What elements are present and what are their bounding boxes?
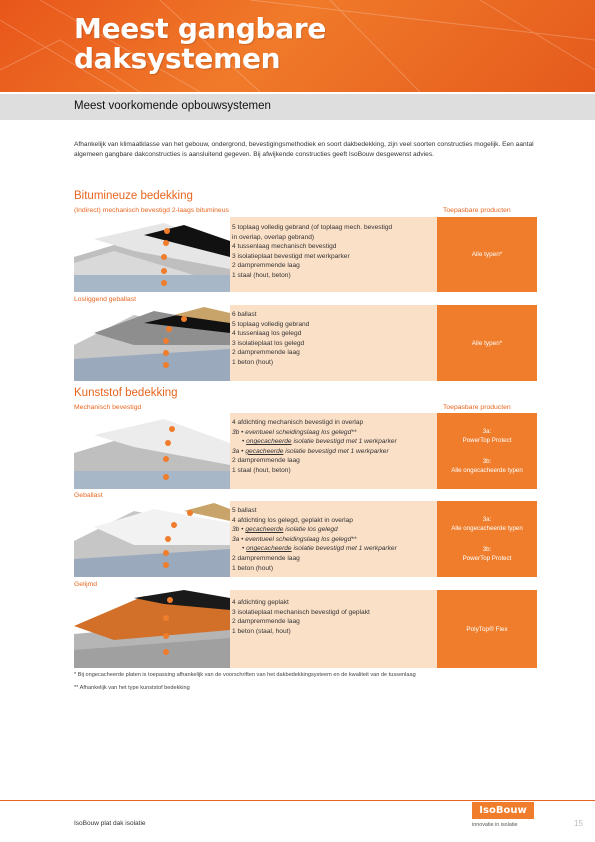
layer-item: 2 dampremmende laag <box>232 457 300 465</box>
applicable-products: 3a: Alle ongecacheerde typen 3b: PowerTop Protect <box>437 501 537 577</box>
applicable-products: 3a: PowerTop Protect 3b: Alle ongecacheerde typen <box>437 413 537 489</box>
roof-section-illustration <box>74 305 230 381</box>
footnote: * Bij ongecacheerde platen is toepassing afhankelijk van de voorschriften van het dakbedekkingsysteem en de kwaliteit van de tussenlaag <box>74 672 416 678</box>
layer-item: 5 ballast <box>232 507 257 514</box>
system-row <box>74 501 537 577</box>
layer-item: 1 staal (hout, beton) <box>232 466 291 474</box>
section-title-bitumen: Bitumineuze bedekking <box>74 190 193 202</box>
layer-item: 3 isolatieplaat mechanisch bevestigd of geplakt <box>232 608 370 616</box>
layer-item: 3b • gecacheerde isolatie los gelegd <box>232 526 338 534</box>
system-row <box>74 590 537 668</box>
layer-item: 1 beton (staal, hout) <box>232 627 291 635</box>
layer-item: 2 dampremmende laag <box>232 554 300 562</box>
subsection-ballast-bitumen: Losliggend geballast <box>74 296 136 303</box>
system-row <box>74 305 537 381</box>
layer-item: in overlap, overlap gebrand) <box>232 233 315 241</box>
system-row <box>74 217 537 292</box>
layer-item: 2 dampremmende laag <box>232 262 300 270</box>
layer-item: 3b • eventueel scheidingslaag los gelegd** <box>232 428 357 436</box>
layer-item: 2 dampremmende laag <box>232 618 300 626</box>
layer-item: 6 ballast <box>232 311 257 318</box>
page-subtitle: Meest voorkomende opbouwsystemen <box>74 100 271 112</box>
layer-item: • ongecacheerde isolatie bevestigd met 1 werkparker <box>242 545 397 553</box>
roof-section-illustration <box>74 501 230 577</box>
subtitle-bar <box>0 94 595 120</box>
intro-text: Afhankelijk van klimaatklasse van het gebouw, ondergrond, bevestigingsmethodiek en soort dakbedekking, zijn veel soorten constructies mogelijk. Een aantal algemeen gangbare dakconstructies is aansluitend gegeven. Bij afwijkende constructies geeft IsoBouw desgewenst advies. <box>74 141 534 158</box>
system-row <box>74 413 537 489</box>
layer-item: 3a • gecacheerde isolatie bevestigd met 1 werkparker <box>232 447 389 455</box>
applicable-products: PolyTop® Flex <box>437 590 537 668</box>
layer-item: 4 afdichting mechanisch bevestigd in overlap <box>232 419 364 426</box>
subsection-glued: Gelijmd <box>74 581 98 588</box>
page-header <box>0 0 595 92</box>
roof-section-illustration <box>74 413 230 489</box>
applicable-products: Alle typen* <box>437 305 537 381</box>
isobouw-logo: IsoBouw <box>472 802 534 819</box>
footnote: ** Afhankelijk van het type kunststof bedekking <box>74 685 190 691</box>
footer-divider <box>0 800 595 801</box>
layer-item: 5 toplaag volledig gebrand (of toplaag mech. bevestigd <box>232 224 393 231</box>
layer-item: 1 staal (hout, beton) <box>232 271 291 279</box>
page-number: 15 <box>574 819 583 828</box>
layer-item: 2 dampremmende laag <box>232 349 300 357</box>
footer-text: IsoBouw plat dak isolatie <box>74 820 146 827</box>
layer-item: 3 isolatieplaat bevestigd met werkparker <box>232 252 350 260</box>
roof-section-illustration <box>74 217 230 292</box>
page-title: Meest gangbare daksystemen <box>74 12 327 75</box>
subsection-mech-kunststof: Mechanisch bevestigd <box>74 404 142 411</box>
applicable-products: Alle typen* <box>437 217 537 292</box>
layer-item: 5 toplaag volledig gebrand <box>232 320 310 328</box>
layer-item: 3a • eventueel scheidingslaag los gelegd** <box>232 535 357 543</box>
products-header: Toepasbare producten <box>443 404 511 411</box>
products-header: Toepasbare producten <box>443 207 511 214</box>
layer-item: 4 afdichting los gelegd, geplakt in overlap <box>232 516 353 524</box>
layer-item: 4 afdichting geplakt <box>232 599 289 606</box>
section-title-kunststof: Kunststof bedekking <box>74 387 178 399</box>
layer-item: 4 tussenlaag mechanisch bevestigd <box>232 243 337 251</box>
layer-item: 3 isolatieplaat los gelegd <box>232 339 305 347</box>
layer-item: 1 beton (hout) <box>232 358 274 366</box>
subsection-mech-bitumen: (Indirect) mechanisch bevestigd 2-laags bitumineus <box>74 207 229 214</box>
layer-item: • ongecacheerde isolatie bevestigd met 1 werkparker <box>242 438 397 446</box>
layer-item: 4 tussenlaag los gelegd <box>232 330 302 338</box>
layer-item: 1 beton (hout) <box>232 564 274 572</box>
logo-tagline: innovatie in isolatie <box>472 822 518 828</box>
roof-section-illustration <box>74 590 230 668</box>
subsection-ballast-kunststof: Geballast <box>74 492 103 499</box>
